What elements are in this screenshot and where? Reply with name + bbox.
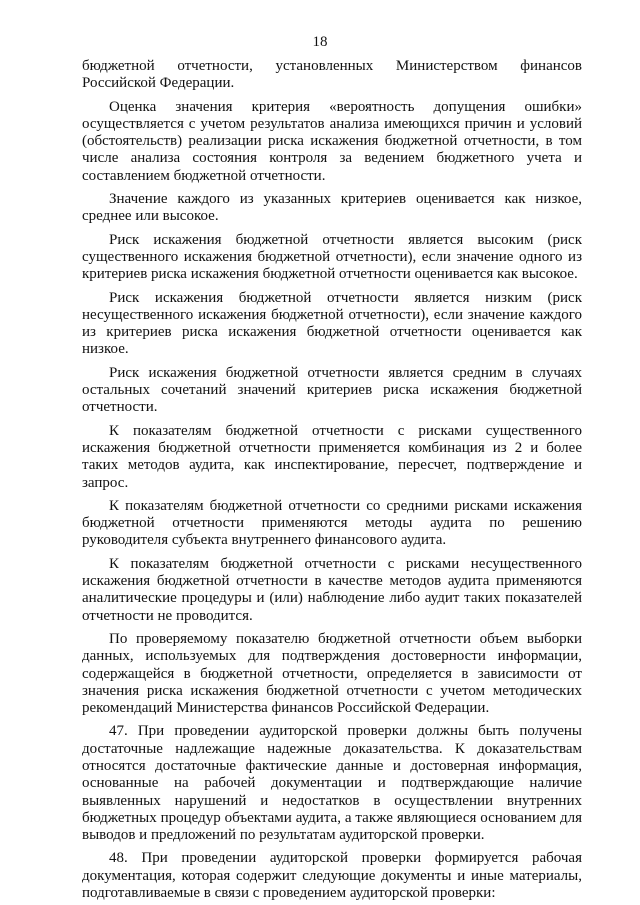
document-body <box>82 58 582 902</box>
paragraph-continuation: бюджетной отчетности, установленных Министерством финансов Российской Федерации. <box>82 58 582 92</box>
paragraph-item-47: 47. При проведении аудиторской проверки должны быть получены достаточные надлежащие надежные доказательства. К доказательствам относятся достаточные фактические данные и достоверная информация, основанные на рабочей документации и подтверждающие наличие выявленных нарушений и недостатков в осуществлении внутренних бюджетных процедур объектами аудита, а также являющиеся основанием для выводов и предложений по результатам аудиторской проверки. <box>82 723 582 844</box>
paragraph: Риск искажения бюджетной отчетности является средним в случаях остальных сочетаний значений критериев риска искажения бюджетной отчетности. <box>82 364 582 416</box>
page-number: 18 <box>312 34 328 50</box>
paragraph: Оценка значения критерия «вероятность допущения ошибки» осуществляется с учетом результатов анализа имеющихся причин и условий (обстоятельств) реализации риска искажения бюджетной отчетности, в том числе анализа состояния контроля за ведением бюджетного учета и составлением бюджетной отчетности. <box>82 98 582 184</box>
paragraph-item-48: 48. При проведении аудиторской проверки формируется рабочая документация, которая содержит следующие документы и иные материалы, подготавливаемые в связи с проведением аудиторской проверки: <box>82 850 582 902</box>
paragraph: Значение каждого из указанных критериев оценивается как низкое, среднее или высокое. <box>82 191 582 225</box>
paragraph: К показателям бюджетной отчетности с рисками несущественного искажения бюджетной отчетности в качестве методов аудита применяются аналитические процедуры и (или) наблюдение либо аудит таких показателей отчетности не проводится. <box>82 555 582 624</box>
paragraph: Риск искажения бюджетной отчетности является высоким (риск существенного искажения бюджетной отчетности), если значение одного из критериев риска искажения бюджетной отчетности оценивается как высокое. <box>82 231 582 283</box>
paragraph: Риск искажения бюджетной отчетности является низким (риск несущественного искажения бюджетной отчетности), если значение каждого из критериев риска искажения бюджетной отчетности оценивается как низкое. <box>82 289 582 358</box>
paragraph: По проверяемому показателю бюджетной отчетности объем выборки данных, используемых для подтверждения достоверности информации, содержащейся в бюджетной отчетности, определяется в зависимости от значения риска искажения бюджетной отчетности с учетом методических рекомендаций Министерства финансов Российской Федерации. <box>82 630 582 717</box>
paragraph: К показателям бюджетной отчетности со средними рисками искажения бюджетной отчетности применяются методы аудита по решению руководителя субъекта внутреннего финансового аудита. <box>82 497 582 549</box>
paragraph: К показателям бюджетной отчетности с рисками существенного искажения бюджетной отчетности применяется комбинация из 2 и более таких методов аудита, как инспектирование, пересчет, подтверждение и запрос. <box>82 422 582 491</box>
